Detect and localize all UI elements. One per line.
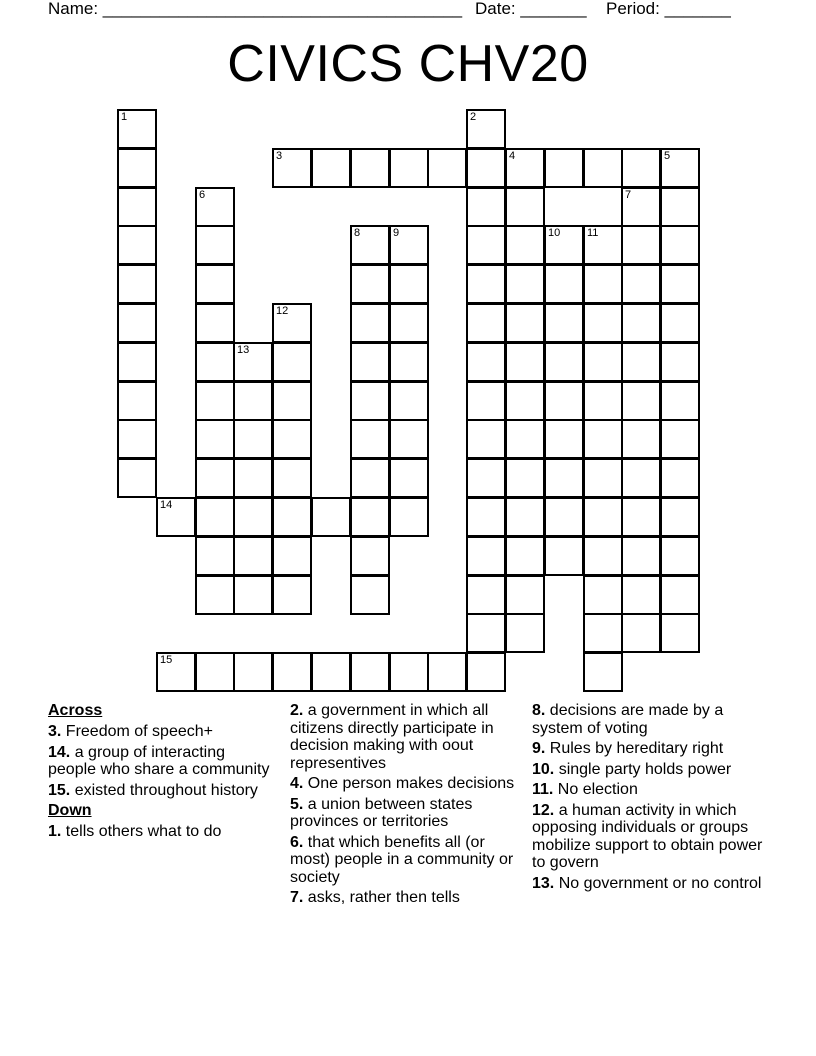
grid-cell[interactable] bbox=[195, 381, 235, 421]
grid-cell[interactable] bbox=[660, 264, 700, 304]
grid-cell[interactable] bbox=[311, 497, 351, 537]
clue-number: 10 bbox=[548, 227, 561, 239]
clue-down-7: 7. asks, rather then tells bbox=[290, 889, 460, 906]
grid-cell[interactable] bbox=[621, 381, 661, 421]
grid-cell[interactable] bbox=[350, 652, 390, 692]
grid-cell[interactable] bbox=[233, 381, 273, 421]
clue-number: 4 bbox=[509, 150, 516, 162]
grid-cell[interactable] bbox=[195, 536, 235, 576]
grid-cell[interactable] bbox=[660, 536, 700, 576]
grid-cell[interactable] bbox=[350, 264, 390, 304]
grid-cell[interactable] bbox=[505, 342, 545, 382]
grid-cell[interactable] bbox=[272, 536, 312, 576]
period-field[interactable]: Period: _______ bbox=[606, 0, 731, 18]
date-field[interactable]: Date: _______ bbox=[475, 0, 587, 18]
grid-cell[interactable] bbox=[505, 187, 545, 227]
grid-cell[interactable] bbox=[583, 381, 623, 421]
grid-cell[interactable] bbox=[583, 419, 623, 459]
clue-number: 12 bbox=[276, 305, 289, 317]
down-heading: Down bbox=[48, 802, 92, 819]
clue-down-1: 1. tells others what to do bbox=[48, 823, 222, 840]
grid-cell[interactable] bbox=[389, 458, 429, 498]
grid-cell[interactable] bbox=[117, 264, 157, 304]
grid-cell[interactable] bbox=[505, 225, 545, 265]
clue-down-9: 9. Rules by hereditary right bbox=[532, 740, 724, 757]
grid-cell[interactable] bbox=[660, 613, 700, 653]
grid-cell[interactable] bbox=[272, 652, 312, 692]
grid-cell[interactable] bbox=[427, 148, 467, 188]
grid-cell[interactable] bbox=[505, 613, 545, 653]
grid-cell[interactable] bbox=[350, 148, 390, 188]
grid-cell[interactable] bbox=[350, 381, 390, 421]
grid-cell[interactable] bbox=[389, 652, 429, 692]
grid-cell[interactable] bbox=[466, 497, 506, 537]
grid-cell[interactable] bbox=[272, 458, 312, 498]
grid-cell[interactable] bbox=[621, 342, 661, 382]
page-title: CIVICS CHV20 bbox=[227, 35, 589, 93]
grid-cell[interactable] bbox=[583, 497, 623, 537]
grid-cell[interactable] bbox=[389, 303, 429, 343]
grid-cell[interactable] bbox=[583, 342, 623, 382]
grid-cell[interactable] bbox=[466, 381, 506, 421]
grid-cell[interactable] bbox=[233, 342, 273, 382]
clue-number: 7 bbox=[625, 189, 632, 201]
grid-cell[interactable] bbox=[389, 225, 429, 265]
grid-cell[interactable] bbox=[311, 652, 351, 692]
grid-cell[interactable] bbox=[466, 613, 506, 653]
grid-cell[interactable] bbox=[117, 225, 157, 265]
clue-across-3: 3. Freedom of speech+ bbox=[48, 723, 213, 740]
grid-cell[interactable] bbox=[583, 225, 623, 265]
grid-cell[interactable] bbox=[660, 381, 700, 421]
grid-cell[interactable] bbox=[272, 497, 312, 537]
clue-number: 9 bbox=[393, 227, 400, 239]
grid-cell[interactable] bbox=[660, 148, 700, 188]
grid-cell[interactable] bbox=[466, 303, 506, 343]
grid-cell[interactable] bbox=[272, 575, 312, 615]
grid-cell[interactable] bbox=[117, 342, 157, 382]
name-field[interactable]: Name: ______________________________________ bbox=[48, 0, 463, 18]
grid-cell[interactable] bbox=[156, 652, 196, 692]
grid-cell[interactable] bbox=[583, 303, 623, 343]
grid-cell[interactable] bbox=[466, 458, 506, 498]
clue-down-2: 2. a government in which all citizens directly participate in decision making with oout representives bbox=[290, 702, 494, 772]
grid-cell[interactable] bbox=[660, 303, 700, 343]
grid-cell[interactable] bbox=[389, 148, 429, 188]
clues-column-3 bbox=[532, 702, 772, 895]
grid-cell[interactable] bbox=[195, 652, 235, 692]
grid-cell[interactable] bbox=[195, 458, 235, 498]
clue-number: 8 bbox=[354, 227, 361, 239]
grid-cell[interactable] bbox=[621, 148, 661, 188]
grid-cell[interactable] bbox=[350, 575, 390, 615]
grid-cell[interactable] bbox=[350, 497, 390, 537]
grid-cell[interactable] bbox=[233, 458, 273, 498]
clue-number: 6 bbox=[199, 189, 206, 201]
grid-cell[interactable] bbox=[350, 342, 390, 382]
clue-number: 11 bbox=[587, 227, 599, 239]
grid-cell[interactable] bbox=[466, 148, 506, 188]
clue-down-10: 10. single party holds power bbox=[532, 760, 732, 778]
grid-cell[interactable] bbox=[660, 342, 700, 382]
grid-cell[interactable] bbox=[621, 536, 661, 576]
grid-cell[interactable] bbox=[505, 148, 545, 188]
grid-cell[interactable] bbox=[505, 381, 545, 421]
grid-cell[interactable] bbox=[272, 342, 312, 382]
grid-cell[interactable] bbox=[621, 187, 661, 227]
clue-down-5: 5. a union between states provinces or territories bbox=[290, 795, 473, 830]
grid-cell[interactable] bbox=[505, 264, 545, 304]
grid-cell[interactable] bbox=[544, 458, 584, 498]
grid-cell[interactable] bbox=[311, 148, 351, 188]
grid-cell[interactable] bbox=[466, 419, 506, 459]
grid-cell[interactable] bbox=[233, 419, 273, 459]
grid-cell[interactable] bbox=[466, 652, 506, 692]
clues-column-1 bbox=[48, 702, 276, 844]
grid-cell[interactable] bbox=[272, 419, 312, 459]
grid-cell[interactable] bbox=[466, 342, 506, 382]
grid-cell[interactable] bbox=[544, 497, 584, 537]
grid-cell[interactable] bbox=[350, 536, 390, 576]
grid-cell[interactable] bbox=[233, 497, 273, 537]
grid-cell[interactable] bbox=[233, 652, 273, 692]
grid-cell[interactable] bbox=[505, 536, 545, 576]
clue-number: 14 bbox=[160, 499, 173, 511]
grid-cell[interactable] bbox=[117, 187, 157, 227]
grid-cell[interactable] bbox=[544, 303, 584, 343]
grid-cell[interactable] bbox=[466, 575, 506, 615]
clue-across-14: 14. a group of interacting people who share a community bbox=[48, 743, 270, 778]
grid-cell[interactable] bbox=[427, 652, 467, 692]
clues-column-2 bbox=[290, 702, 526, 910]
grid-cell[interactable] bbox=[621, 458, 661, 498]
grid-cell[interactable] bbox=[117, 303, 157, 343]
clue-number: 13 bbox=[237, 344, 250, 356]
grid-cell[interactable] bbox=[621, 303, 661, 343]
grid-cell[interactable] bbox=[505, 575, 545, 615]
grid-cell[interactable] bbox=[583, 536, 623, 576]
clue-down-4: 4. One person makes decisions bbox=[290, 775, 515, 792]
grid-cell[interactable] bbox=[544, 536, 584, 576]
grid-cell[interactable] bbox=[350, 225, 390, 265]
grid-cell[interactable] bbox=[544, 148, 584, 188]
grid-cell[interactable] bbox=[272, 303, 312, 343]
grid-cell[interactable] bbox=[466, 264, 506, 304]
grid-cell[interactable] bbox=[660, 575, 700, 615]
grid-cell[interactable] bbox=[583, 264, 623, 304]
grid-cell[interactable] bbox=[156, 497, 196, 537]
grid-cell[interactable] bbox=[117, 419, 157, 459]
grid-cell[interactable] bbox=[272, 148, 312, 188]
grid-cell[interactable] bbox=[195, 225, 235, 265]
grid-cell[interactable] bbox=[350, 419, 390, 459]
grid-cell[interactable] bbox=[544, 419, 584, 459]
grid-cell[interactable] bbox=[660, 225, 700, 265]
grid-cell[interactable] bbox=[583, 613, 623, 653]
clue-down-6: 6. that which benefits all (or most) people in a community or society bbox=[290, 833, 514, 886]
grid-cell[interactable] bbox=[583, 148, 623, 188]
grid-cell[interactable] bbox=[621, 613, 661, 653]
grid-cell[interactable] bbox=[117, 381, 157, 421]
clue-number: 3 bbox=[276, 150, 283, 162]
clue-down-11: 11. No election bbox=[532, 781, 638, 798]
grid-cell[interactable] bbox=[389, 497, 429, 537]
grid-cell[interactable] bbox=[660, 497, 700, 537]
grid-cell[interactable] bbox=[466, 225, 506, 265]
grid-cell[interactable] bbox=[621, 225, 661, 265]
grid-cell[interactable] bbox=[117, 148, 157, 188]
grid-cell[interactable] bbox=[621, 264, 661, 304]
grid-cell[interactable] bbox=[505, 497, 545, 537]
grid-cell[interactable] bbox=[466, 187, 506, 227]
grid-cell[interactable] bbox=[233, 536, 273, 576]
grid-cell[interactable] bbox=[583, 458, 623, 498]
across-heading: Across bbox=[48, 702, 103, 719]
grid-cell[interactable] bbox=[466, 536, 506, 576]
grid-cell[interactable] bbox=[660, 419, 700, 459]
grid-cell[interactable] bbox=[621, 419, 661, 459]
grid-cell[interactable] bbox=[195, 264, 235, 304]
grid-cell[interactable] bbox=[583, 652, 623, 692]
clue-number: 2 bbox=[470, 111, 477, 123]
grid-cell[interactable] bbox=[583, 575, 623, 615]
grid-cell[interactable] bbox=[505, 458, 545, 498]
grid-cell[interactable] bbox=[505, 419, 545, 459]
grid-cell[interactable] bbox=[660, 458, 700, 498]
grid-cell[interactable] bbox=[233, 575, 273, 615]
grid-cell[interactable] bbox=[544, 264, 584, 304]
grid-cell[interactable] bbox=[350, 458, 390, 498]
grid-cell[interactable] bbox=[195, 342, 235, 382]
grid-cell[interactable] bbox=[466, 109, 506, 149]
grid-cell[interactable] bbox=[621, 497, 661, 537]
grid-cell[interactable] bbox=[272, 381, 312, 421]
grid-cell[interactable] bbox=[621, 575, 661, 615]
clue-down-13: 13. No government or no control bbox=[532, 874, 762, 892]
grid-cell[interactable] bbox=[389, 381, 429, 421]
clue-down-8: 8. decisions are made by a system of voting bbox=[532, 702, 724, 737]
grid-cell[interactable] bbox=[117, 458, 157, 498]
grid-cell[interactable] bbox=[195, 187, 235, 227]
grid-cell[interactable] bbox=[505, 303, 545, 343]
grid-cell[interactable] bbox=[660, 187, 700, 227]
grid-cell[interactable] bbox=[389, 264, 429, 304]
grid-cell[interactable] bbox=[389, 342, 429, 382]
grid-cell[interactable] bbox=[117, 109, 157, 149]
grid-cell[interactable] bbox=[544, 381, 584, 421]
clue-down-12: 12. a human activity in which opposing individuals or groups mobilize support to obtain power to govern bbox=[532, 801, 763, 871]
clue-number: 1 bbox=[121, 111, 128, 123]
clue-number: 15 bbox=[160, 654, 173, 666]
clue-number: 5 bbox=[664, 150, 671, 162]
grid-cell[interactable] bbox=[195, 497, 235, 537]
grid-cell[interactable] bbox=[195, 303, 235, 343]
grid-cell[interactable] bbox=[350, 303, 390, 343]
grid-cell[interactable] bbox=[389, 419, 429, 459]
clue-across-15: 15. existed throughout history bbox=[48, 781, 258, 799]
grid-cell[interactable] bbox=[544, 342, 584, 382]
grid-cell[interactable] bbox=[195, 419, 235, 459]
grid-cell[interactable] bbox=[544, 225, 584, 265]
grid-cell[interactable] bbox=[195, 575, 235, 615]
